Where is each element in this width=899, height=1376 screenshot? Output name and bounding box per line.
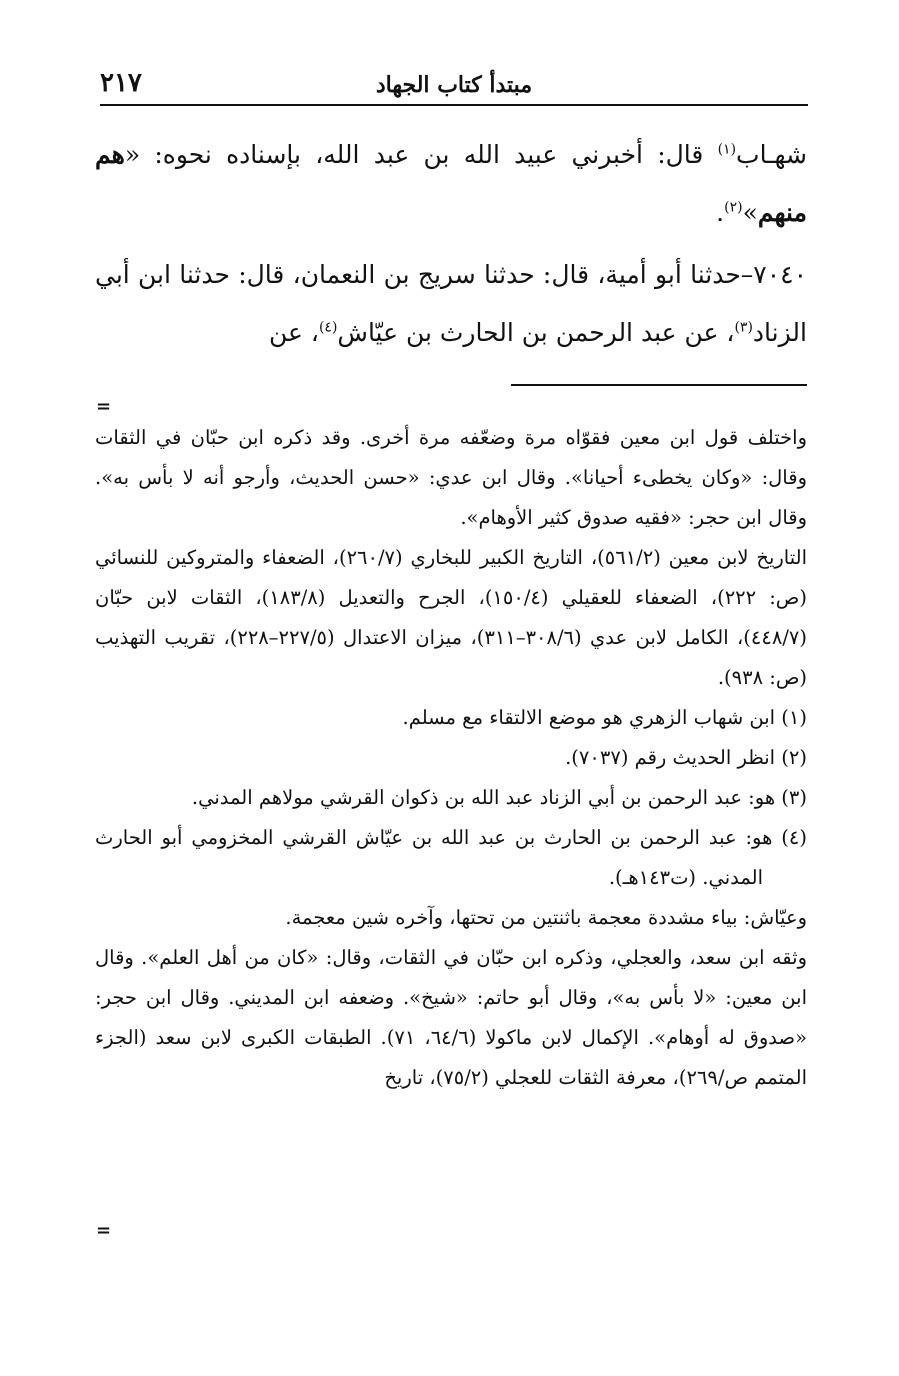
page-number: ٢١٧ (100, 68, 142, 98)
footnote-ref: (٢) (724, 199, 743, 216)
text-segment: ، عن (268, 318, 319, 347)
footnote-continuation: واختلف قول ابن معين فقوّاه مرة وضعّفه مرة أخرى. وقد ذكره ابن حبّان في الثقات وقال: «وكان يخطىء أحيانا». وقال ابن عدي: «حسن الحديث، وأرجو أنه لا بأس به». وقال ابن حجر: «فقيه صدوق كثير الأوهام». (95, 426, 807, 529)
continuation-mark: = (96, 1220, 112, 1241)
footnote-1: (١) ابن شهاب الزهري هو موضع الالتقاء مع مسلم. (402, 706, 807, 729)
footnote-4-grading: وثقه ابن سعد، والعجلي، وذكره ابن حبّان في الثقات، وقال: «كان من أهل العلم». وقال ابن معين: «لا بأس به»، وقال أبو حاتم: «شيخ». وضعفه ابن المديني. وقال ابن حجر: «صدوق له أوهام». الإكمال لابن ماكولا (٦٤/٦، ٧١). الطبقات الكبرى لابن سعد (الجزء المتمم ص/٢٦٩)، معرفة الثقات للعجلي (٧٥/٢)، تاريخ (95, 946, 808, 1089)
footnote-4-spelling: وعيّاش: بياء مشددة معجمة باثنتين من تحتها، وآخره شين معجمة. (285, 906, 807, 929)
paragraph-chain-of-narration (95, 126, 807, 242)
footnote-3: (٣) هو: عبد الرحمن بن أبي الزناد عبد الله بن ذكوان القرشي مولاهم المدني. (191, 786, 807, 809)
footnote-2: (٢) انظر الحديث رقم (٧٠٣٧). (565, 746, 807, 769)
text-segment: قال: أخبرني عبيد الله بن عبد الله، بإسناده نحوه: « (124, 140, 718, 169)
footnote-separator (511, 384, 807, 386)
footnote-ref: (١) (717, 141, 737, 158)
footnote-ref: (٣) (734, 319, 753, 336)
footnote-4: (٤) هو: عبد الرحمن بن الحارث بن عبد الله بن عيّاش القرشي المخزومي أبو الحارث المدني. (ت١٤٣هـ). (95, 826, 807, 889)
main-text (95, 126, 807, 362)
text-segment: ٧٠٤٠–حدثنا أبو أمية، قال: حدثنا سريج بن النعمان، قال: حدثنا ابن أبي الزناد (95, 260, 807, 347)
footnote-ref: (٤) (318, 319, 338, 336)
text-segment: شهـاب (736, 140, 807, 169)
page-header (100, 66, 808, 106)
paragraph-hadith-7040 (95, 246, 807, 362)
text-segment: . (716, 198, 725, 227)
header-rule (100, 104, 808, 106)
text-segment: ، عن عبد الرحمن بن الحارث بن عيّاش (337, 318, 735, 347)
footnote-continuation-sources: التاريخ لابن معين (٥٦١/٢)، التاريخ الكبير للبخاري (٢٦٠/٧)، الضعفاء والمتروكين للنسائي (ص: ٢٢٢)، الضعفاء للعقيلي (١٥٠/٤)، الجرح والتعديل (١٨٣/٨)، الثقات لابن حبّان (٤٤٨/٧)، الكامل لابن عدي (٣٠٨/٦–٣١١)، ميزان الاعتدال (٢٢٧/٥–٢٢٨)، تقريب التهذيب (ص: ٩٣٨). (95, 546, 807, 689)
running-title: مبتدأ كتاب الجهاد (375, 72, 533, 98)
footnotes (95, 418, 807, 1098)
text-segment: » (742, 198, 758, 227)
continuation-mark: = (96, 396, 112, 417)
hadith-quote: هم منهم (95, 140, 807, 227)
